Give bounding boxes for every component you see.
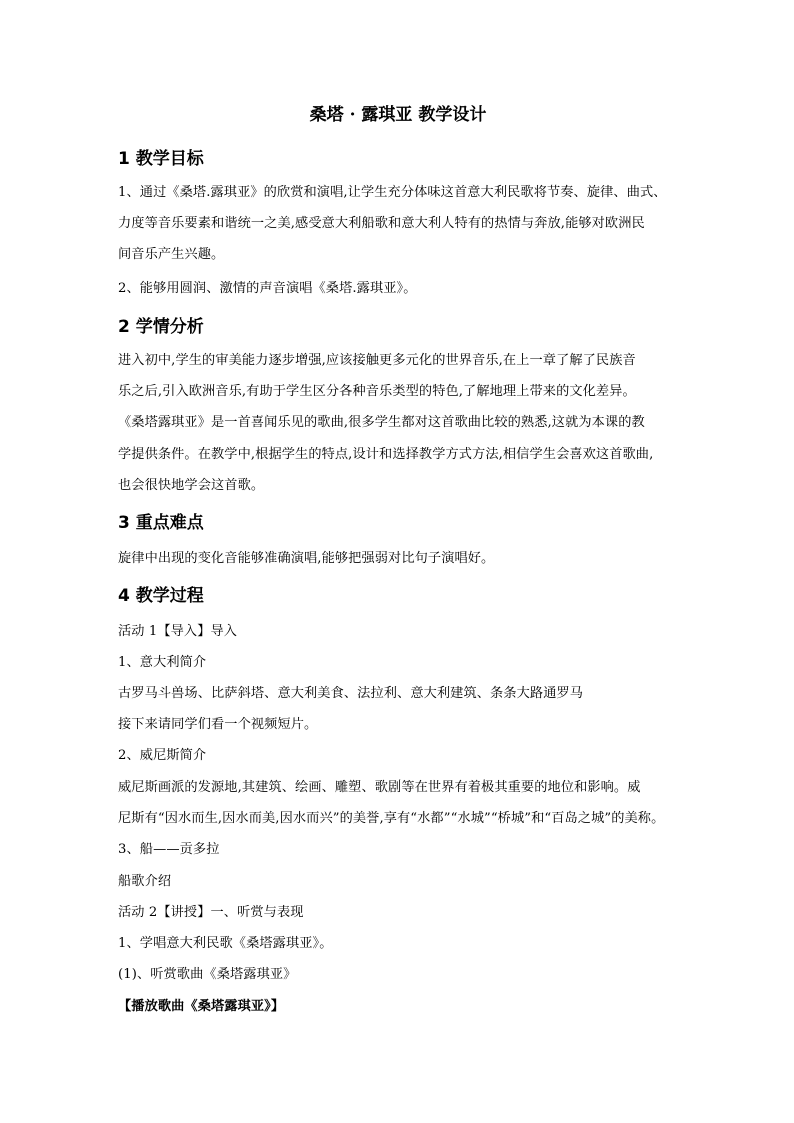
paragraph-line: 2、威尼斯简介: [118, 748, 207, 763]
paragraph-line: 学提供条件。在教学中,根据学生的特点,设计和选择教学方式方法,相信学生会喜欢这首歌曲,: [118, 447, 654, 462]
paragraph-line: 《桑塔露琪亚》是一首喜闻乐见的歌曲,很多学生都对这首歌曲比较的熟悉,这就为本课的教: [118, 415, 645, 430]
paragraph-line: 2、能够用圆润、激情的声音演唱《桑塔.露琪亚》。: [118, 281, 417, 296]
paragraph-line-bold: 【播放歌曲《桑塔露琪亚》】: [118, 999, 285, 1014]
paragraph-line: 活动 2【讲授】一、听赏与表现: [118, 905, 304, 920]
paragraph-line: 乐之后,引入欧洲音乐,有助于学生区分各种音乐类型的特色,了解地理上带来的文化差异。: [118, 384, 636, 399]
paragraph-line: 3、船——贡多拉: [118, 842, 220, 857]
section-heading-analysis: 2 学情分析: [118, 317, 204, 337]
paragraph-line: 力度等音乐要素和谐统一之美,感受意大利船歌和意大利人特有的热情与奔放,能够对欧洲民: [118, 216, 645, 231]
paragraph-line: 也会很快地学会这首歌。: [118, 478, 265, 493]
paragraph-line: (1)、听赏歌曲《桑塔露琪亚》: [118, 967, 297, 982]
paragraph-line: 1、意大利简介: [118, 655, 207, 670]
paragraph-line: 尼斯有“因水而生,因水而美,因水而兴”的美誉,享有“水都”“水城”“桥城”和“百岛之城”的美称。: [118, 811, 665, 826]
paragraph-line: 活动 1【导入】导入: [118, 624, 238, 639]
paragraph-line: 船歌介绍: [118, 874, 172, 889]
paragraph-line: 古罗马斗兽场、比萨斜塔、意大利美食、法拉利、意大利建筑、条条大路通罗马: [118, 686, 584, 701]
paragraph-line: 1、学唱意大利民歌《桑塔露琪亚》。: [118, 936, 333, 951]
document-title: 桑塔 · 露琪亚 教学设计: [309, 105, 487, 125]
section-heading-process: 4 教学过程: [118, 586, 204, 606]
paragraph-line: 旋律中出现的变化音能够准确演唱,能够把强弱对比句子演唱好。: [118, 551, 495, 566]
paragraph-line: 1、通过《桑塔.露琪亚》的欣赏和演唱,让学生充分体味这首意大利民歌将节奏、旋律、曲式、: [118, 185, 667, 200]
paragraph-line: 间音乐产生兴趣。: [118, 247, 225, 262]
paragraph-line: 进入初中,学生的审美能力逐步增强,应该接触更多元化的世界音乐,在上一章了解了民族音: [118, 353, 636, 368]
paragraph-line: 威尼斯画派的发源地,其建筑、绘画、雕塑、歌剧等在世界有着极其重要的地位和影响。威: [118, 780, 641, 795]
section-heading-key-points: 3 重点难点: [118, 513, 204, 533]
paragraph-line: 接下来请同学们看一个视频短片。: [118, 717, 318, 732]
section-heading-objectives: 1 教学目标: [118, 149, 204, 169]
